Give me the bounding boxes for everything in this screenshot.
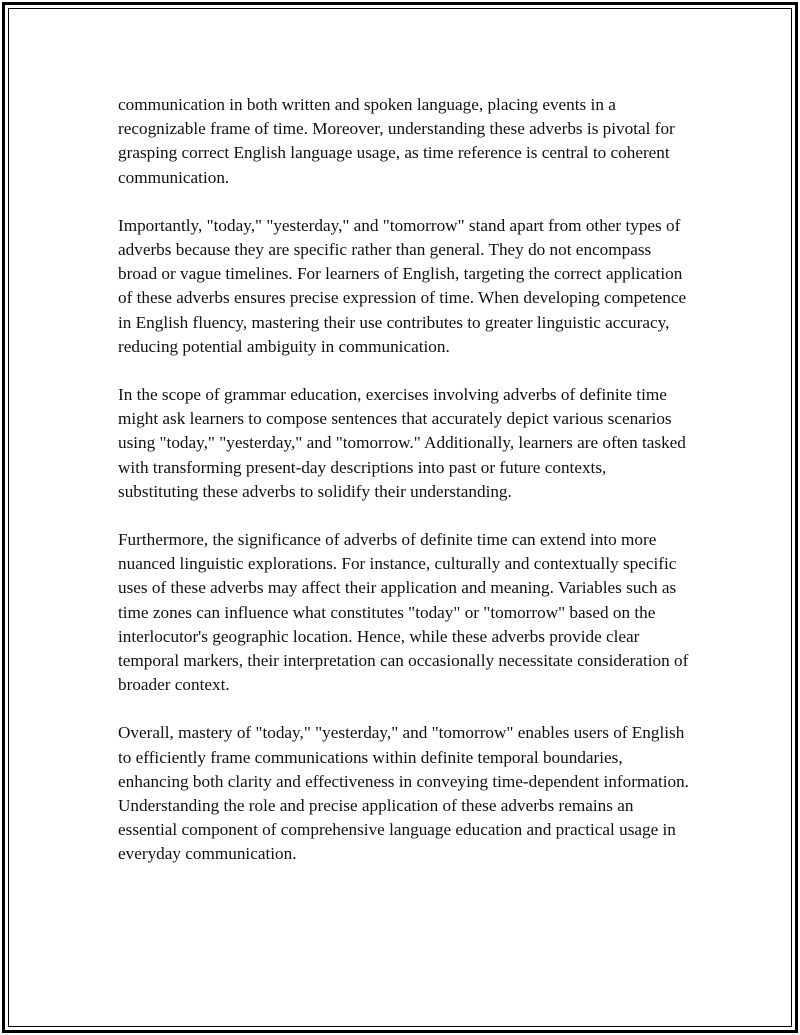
paragraph-4: Furthermore, the significance of adverbs of definite time can extend into more nuanced linguistic explorations. For instance, culturally and contextually specific uses of these adverbs may affect their application and meaning. Variables such as time zones can influence what constitutes "today" or "tomorrow" based on the interlocutor's geographic location. Hence, while these adverbs provide clear temporal markers, their interpretation can occasionally necessitate consideration of broader context. [118,530,689,695]
document-body [118,93,690,891]
paragraph-3: In the scope of grammar education, exercises involving adverbs of definite time might ask learners to compose sentences that accurately depict various scenarios using "today," "yesterday," and "tomorrow." Additionally, learners are often tasked with transforming present-day descriptions into past or future contexts, substituting these adverbs to solidify their understanding. [118,385,686,501]
paragraph-2: Importantly, "today," "yesterday," and "tomorrow" stand apart from other types of adverbs because they are specific rather than general. They do not encompass broad or vague timelines. For learners of English, targeting the correct application of these adverbs ensures precise expression of time. When developing competence in English fluency, mastering their use contributes to greater linguistic accuracy, reducing potential ambiguity in communication. [118,215,687,356]
paragraph-5: Overall, mastery of "today," "yesterday," and "tomorrow" enables users of English to efficiently frame communications within definite temporal boundaries, enhancing both clarity and effectiveness in conveying time-dependent information. Understanding the role and precise application of these adverbs remains an essential component of comprehensive language education and practical usage in everyday communication. [118,723,689,864]
paragraph-1: communication in both written and spoken language, placing events in a recognizable frame of time. Moreover, understanding these adverbs is pivotal for grasping correct English language usage, as time reference is central to coherent communication. [118,95,675,187]
